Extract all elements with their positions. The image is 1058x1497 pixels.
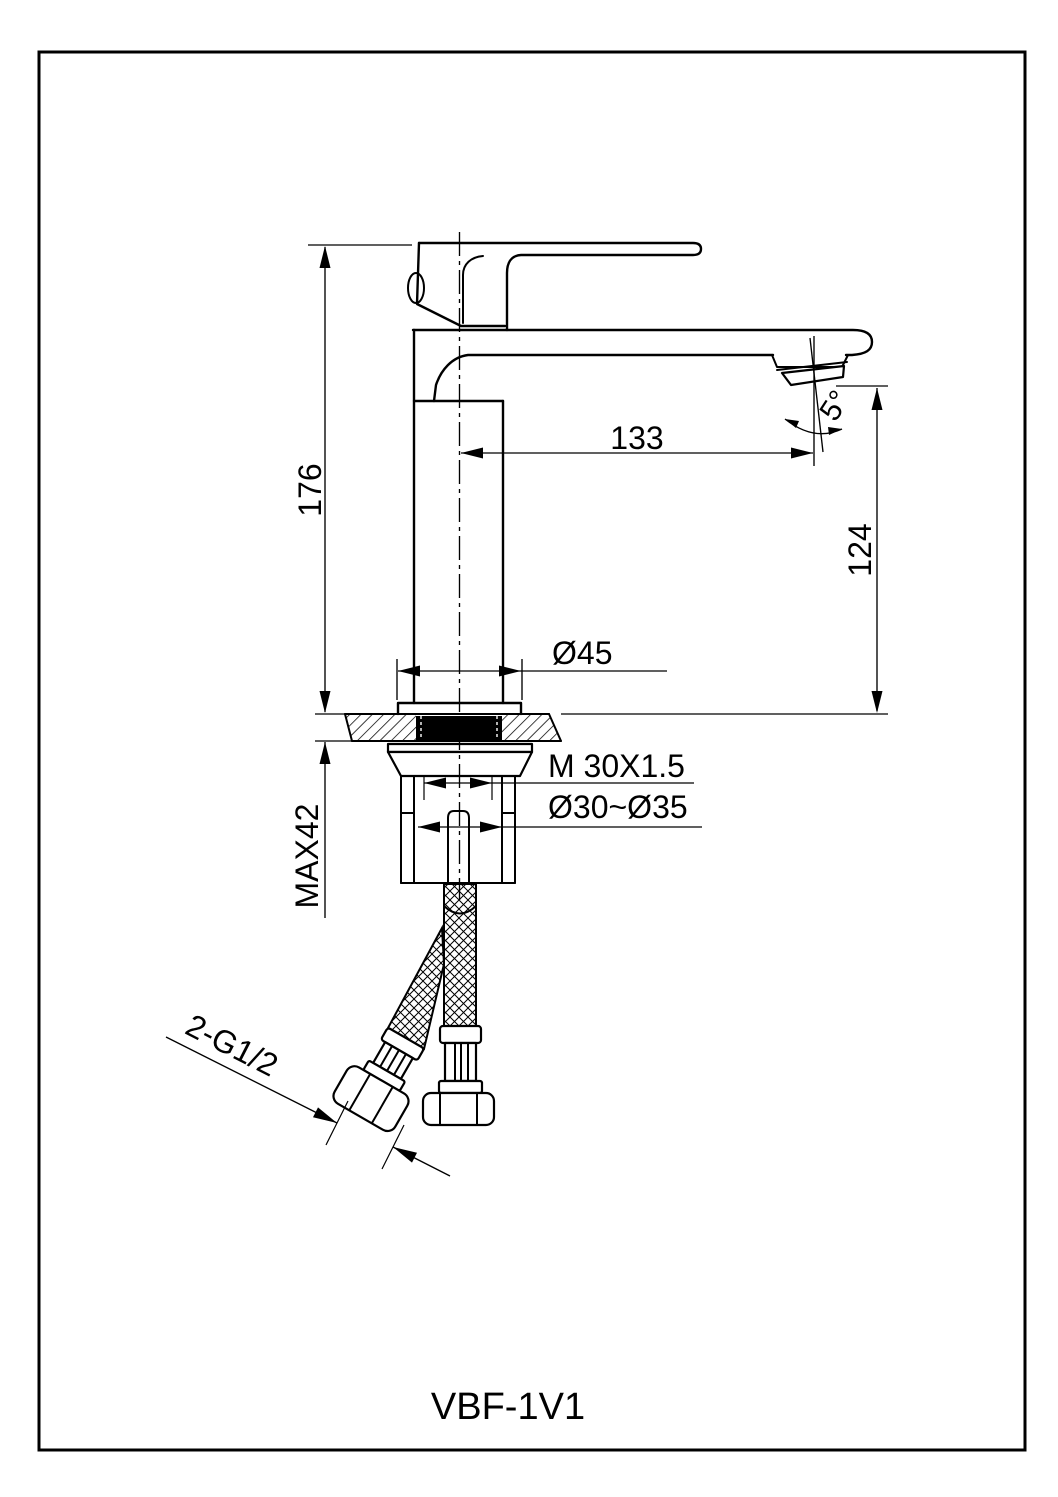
label-shank-thread: M 30X1.5 bbox=[548, 748, 685, 784]
label-max-thickness: MAX42 bbox=[289, 803, 325, 909]
counter-hatch-left bbox=[345, 715, 416, 741]
hose-right-hex-nut bbox=[423, 1093, 494, 1125]
label-hose-thread: 2-G1/2 bbox=[180, 1006, 284, 1084]
label-spout-reach: 133 bbox=[610, 420, 664, 456]
hose-right-braid bbox=[444, 884, 476, 1026]
countertop-section bbox=[345, 714, 561, 741]
model-number: VBF-1V1 bbox=[430, 1386, 586, 1428]
label-spout-angle: 5° bbox=[813, 384, 857, 427]
hose-right-collar2 bbox=[439, 1081, 482, 1093]
label-base-diameter: Ø45 bbox=[552, 635, 613, 671]
label-mounting-hole: Ø30~Ø35 bbox=[548, 789, 688, 825]
hose-right-collar bbox=[440, 1026, 481, 1043]
label-outlet-height: 124 bbox=[842, 523, 878, 577]
label-total-height: 176 bbox=[292, 463, 328, 517]
